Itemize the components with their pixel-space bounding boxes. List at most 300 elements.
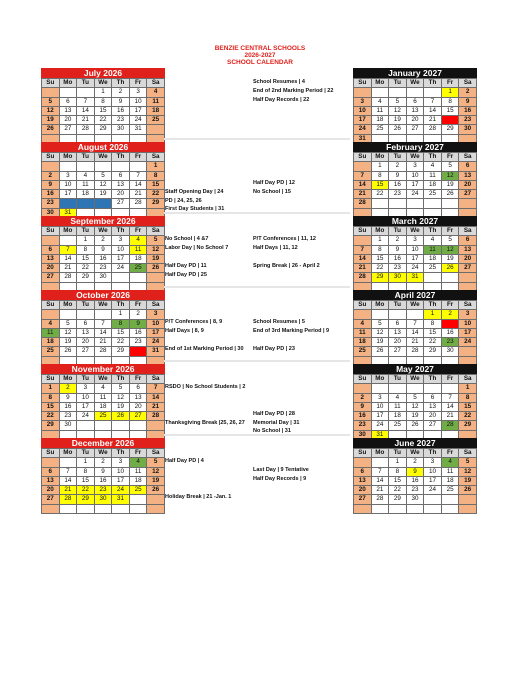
weekday-header: Su xyxy=(42,153,60,162)
day-cell: 19 xyxy=(371,338,389,347)
day-cell: 4 xyxy=(94,384,112,393)
empty-cell xyxy=(354,458,372,467)
day-cell: 5 xyxy=(147,458,165,467)
day-cell: 1 xyxy=(371,162,389,171)
event-note: Half Days | 8, 9 xyxy=(165,327,204,334)
day-cell: 17 xyxy=(354,116,372,125)
empty-cell xyxy=(59,236,77,245)
day-cell: 20 xyxy=(459,254,477,263)
day-cell: 7 xyxy=(354,245,372,254)
day-cell: 8 xyxy=(147,171,165,180)
day-cell: 28 xyxy=(59,273,77,282)
day-cell: 23 xyxy=(406,486,424,495)
day-cell: 13 xyxy=(354,476,372,485)
day-cell: 8 xyxy=(77,245,95,254)
weekday-header: Mo xyxy=(371,449,389,458)
month-calendar xyxy=(353,68,477,144)
day-cell: 15 xyxy=(77,476,95,485)
day-cell: 20 xyxy=(42,486,60,495)
day-cell: 2 xyxy=(94,458,112,467)
day-cell: 2 xyxy=(406,458,424,467)
day-cell: 6 xyxy=(59,97,77,106)
day-cell: 4 xyxy=(129,236,147,245)
weekday-header: Th xyxy=(112,375,130,384)
day-cell: 20 xyxy=(112,190,130,199)
day-cell: 18 xyxy=(441,476,459,485)
day-cell: 21 xyxy=(406,338,424,347)
day-cell: 26 xyxy=(112,412,130,421)
day-cell: 11 xyxy=(389,402,407,411)
weekday-header: Th xyxy=(424,449,442,458)
empty-cell xyxy=(42,236,60,245)
day-cell: 4 xyxy=(129,458,147,467)
day-cell: 13 xyxy=(459,171,477,180)
section-divider xyxy=(164,360,350,362)
day-cell: 2 xyxy=(94,236,112,245)
day-cell: 29 xyxy=(94,125,112,134)
empty-cell xyxy=(59,310,77,319)
empty-cell xyxy=(129,421,147,430)
weekday-header: Sa xyxy=(459,301,477,310)
empty-cell xyxy=(42,504,60,513)
day-cell: 13 xyxy=(77,328,95,337)
day-cell: 26 xyxy=(147,264,165,273)
day-cell: 3 xyxy=(112,236,130,245)
day-cell: 23 xyxy=(94,264,112,273)
day-cell: 6 xyxy=(406,97,424,106)
day-cell: 30 xyxy=(354,430,372,439)
empty-cell xyxy=(94,421,112,430)
day-cell: 8 xyxy=(371,245,389,254)
day-cell: 14 xyxy=(129,180,147,189)
day-cell: 7 xyxy=(147,384,165,393)
month-grid xyxy=(353,152,477,218)
day-cell: 24 xyxy=(424,486,442,495)
weekday-header: Th xyxy=(112,153,130,162)
day-cell: 23 xyxy=(42,199,60,208)
day-cell: 18 xyxy=(424,180,442,189)
day-cell: 11 xyxy=(147,97,165,106)
day-cell: 21 xyxy=(129,190,147,199)
event-note: Half Day PD | 23 xyxy=(253,345,295,352)
weekday-header: Mo xyxy=(371,227,389,236)
month-title: September 2026 xyxy=(41,216,165,226)
empty-cell xyxy=(441,273,459,282)
day-cell: 20 xyxy=(129,402,147,411)
weekday-header: Tu xyxy=(389,449,407,458)
day-cell: 10 xyxy=(129,97,147,106)
day-cell: 13 xyxy=(129,393,147,402)
weekday-header: We xyxy=(94,301,112,310)
empty-cell xyxy=(77,162,95,171)
weekday-header: Fr xyxy=(129,375,147,384)
day-cell: 6 xyxy=(354,467,372,476)
month-calendar xyxy=(41,68,165,144)
day-cell: 9 xyxy=(59,393,77,402)
day-cell: 9 xyxy=(94,245,112,254)
weekday-header: Th xyxy=(424,301,442,310)
day-cell: 4 xyxy=(77,171,95,180)
day-cell: 16 xyxy=(42,190,60,199)
month-grid xyxy=(353,78,477,144)
month-calendar xyxy=(353,438,477,514)
day-cell: 30 xyxy=(129,347,147,356)
empty-cell xyxy=(424,88,442,97)
weekday-header: Mo xyxy=(59,153,77,162)
month-calendar xyxy=(353,142,477,218)
day-cell: 22 xyxy=(112,338,130,347)
day-cell: 25 xyxy=(424,264,442,273)
day-cell: 5 xyxy=(406,393,424,402)
day-cell: 17 xyxy=(77,402,95,411)
day-cell: 20 xyxy=(42,264,60,273)
day-cell: 3 xyxy=(354,97,372,106)
day-cell: 15 xyxy=(371,180,389,189)
weekday-header: Fr xyxy=(441,301,459,310)
weekday-header: Su xyxy=(42,375,60,384)
section-divider xyxy=(164,286,350,288)
weekday-header: Tu xyxy=(389,153,407,162)
empty-cell xyxy=(371,310,389,319)
day-cell: 3 xyxy=(77,384,95,393)
day-cell: 2 xyxy=(112,88,130,97)
day-cell: 8 xyxy=(459,393,477,402)
weekday-header: We xyxy=(94,449,112,458)
empty-cell xyxy=(147,125,165,134)
day-cell: 11 xyxy=(371,106,389,115)
weekday-header: Fr xyxy=(441,375,459,384)
day-cell: 29 xyxy=(42,421,60,430)
month-calendar xyxy=(41,216,165,292)
day-cell: 28 xyxy=(129,199,147,208)
month-grid xyxy=(353,374,477,440)
weekday-header: Mo xyxy=(371,153,389,162)
day-cell: 12 xyxy=(42,106,60,115)
day-cell: 7 xyxy=(354,171,372,180)
empty-cell xyxy=(129,504,147,513)
day-cell: 31 xyxy=(129,125,147,134)
day-cell: 13 xyxy=(42,254,60,263)
weekday-header: Sa xyxy=(459,449,477,458)
month-calendar xyxy=(41,142,165,218)
day-cell: 3 xyxy=(371,393,389,402)
day-cell: 13 xyxy=(424,402,442,411)
weekday-header: Tu xyxy=(77,79,95,88)
day-cell: 21 xyxy=(354,190,372,199)
day-cell: 5 xyxy=(441,162,459,171)
school-name: BENZIE CENTRAL SCHOOLS xyxy=(214,45,306,52)
day-cell: 29 xyxy=(77,273,95,282)
day-cell: 14 xyxy=(94,328,112,337)
day-cell: 28 xyxy=(424,125,442,134)
empty-cell xyxy=(424,495,442,504)
weekday-header: Su xyxy=(42,79,60,88)
empty-cell xyxy=(129,162,147,171)
day-cell: 6 xyxy=(389,319,407,328)
day-cell: 28 xyxy=(354,273,372,282)
day-cell: 9 xyxy=(129,319,147,328)
day-cell: 10 xyxy=(459,319,477,328)
weekday-header: Th xyxy=(424,153,442,162)
day-cell: 5 xyxy=(459,458,477,467)
event-note: Thanksgiving Break |25, 26, 27 xyxy=(165,419,245,426)
day-cell: 28 xyxy=(94,347,112,356)
day-cell: 27 xyxy=(77,347,95,356)
day-cell: 16 xyxy=(59,402,77,411)
day-cell: 10 xyxy=(147,319,165,328)
month-title: October 2026 xyxy=(41,290,165,300)
weekday-header: Fr xyxy=(129,153,147,162)
day-cell: 27 xyxy=(42,495,60,504)
month-calendar xyxy=(41,290,165,366)
section-divider xyxy=(164,138,350,140)
day-cell: 12 xyxy=(94,180,112,189)
day-cell: 12 xyxy=(441,245,459,254)
day-cell: 22 xyxy=(441,116,459,125)
month-grid xyxy=(41,448,165,514)
day-cell: 28 xyxy=(441,421,459,430)
day-cell: 26 xyxy=(389,125,407,134)
school-year: 2026-2027 xyxy=(244,52,276,59)
weekday-header: Sa xyxy=(147,79,165,88)
month-title: April 2027 xyxy=(353,290,477,300)
day-cell: 15 xyxy=(424,328,442,337)
day-cell: 30 xyxy=(459,125,477,134)
day-cell: 8 xyxy=(441,97,459,106)
day-cell: 25 xyxy=(147,116,165,125)
day-cell: 6 xyxy=(129,384,147,393)
day-cell: 21 xyxy=(59,486,77,495)
day-cell: 9 xyxy=(112,97,130,106)
day-cell: 24 xyxy=(406,190,424,199)
day-cell: 30 xyxy=(59,421,77,430)
day-cell: 14 xyxy=(147,393,165,402)
empty-cell xyxy=(59,504,77,513)
weekday-header: Fr xyxy=(441,449,459,458)
day-cell: 24 xyxy=(406,264,424,273)
weekday-header: Sa xyxy=(147,301,165,310)
day-cell: 10 xyxy=(424,467,442,476)
weekday-header: We xyxy=(94,227,112,236)
day-cell: 23 xyxy=(441,338,459,347)
day-cell: 30 xyxy=(112,125,130,134)
day-cell: 30 xyxy=(94,273,112,282)
day-cell: 13 xyxy=(389,328,407,337)
day-cell: 22 xyxy=(42,412,60,421)
day-cell: 12 xyxy=(406,402,424,411)
weekday-header: We xyxy=(406,153,424,162)
event-note: No School | 15 xyxy=(253,188,291,195)
event-note: PD | 24, 25, 26 xyxy=(165,197,202,204)
weekday-header: We xyxy=(406,79,424,88)
month-title: July 2026 xyxy=(41,68,165,78)
empty-cell xyxy=(354,504,372,513)
day-cell: 5 xyxy=(94,171,112,180)
event-note: Spring Break | 26 - April 2 xyxy=(253,262,320,269)
day-cell: 20 xyxy=(389,338,407,347)
day-cell: 27 xyxy=(459,264,477,273)
day-cell: 15 xyxy=(459,402,477,411)
day-cell: 13 xyxy=(459,245,477,254)
empty-cell xyxy=(59,458,77,467)
day-cell: 19 xyxy=(147,476,165,485)
day-cell: 27 xyxy=(354,495,372,504)
empty-cell xyxy=(42,310,60,319)
day-cell: 26 xyxy=(94,199,112,208)
day-cell: 17 xyxy=(59,190,77,199)
day-cell: 26 xyxy=(441,190,459,199)
day-cell: 28 xyxy=(77,125,95,134)
day-cell: 14 xyxy=(406,328,424,337)
weekday-header: Mo xyxy=(59,375,77,384)
empty-cell xyxy=(94,162,112,171)
day-cell: 25 xyxy=(389,421,407,430)
day-cell: 12 xyxy=(389,106,407,115)
day-cell: 25 xyxy=(94,412,112,421)
empty-cell xyxy=(389,88,407,97)
weekday-header: Su xyxy=(354,227,372,236)
day-cell: 6 xyxy=(42,467,60,476)
day-cell: 23 xyxy=(112,116,130,125)
event-note: Half Day PD | 25 xyxy=(165,271,207,278)
empty-cell xyxy=(354,162,372,171)
day-cell: 17 xyxy=(459,328,477,337)
day-cell: 27 xyxy=(406,125,424,134)
weekday-header: Th xyxy=(112,227,130,236)
day-cell: 1 xyxy=(94,88,112,97)
day-cell: 28 xyxy=(406,347,424,356)
month-title: January 2027 xyxy=(353,68,477,78)
day-cell: 25 xyxy=(129,486,147,495)
day-cell: 18 xyxy=(129,254,147,263)
empty-cell xyxy=(59,88,77,97)
day-cell: 26 xyxy=(406,421,424,430)
day-cell: 25 xyxy=(77,199,95,208)
empty-cell xyxy=(424,273,442,282)
day-cell: 15 xyxy=(147,180,165,189)
day-cell: 20 xyxy=(77,338,95,347)
day-cell: 15 xyxy=(112,328,130,337)
day-cell: 23 xyxy=(94,486,112,495)
day-cell: 22 xyxy=(371,264,389,273)
month-grid xyxy=(353,300,477,366)
day-cell: 7 xyxy=(59,245,77,254)
weekday-header: Tu xyxy=(77,375,95,384)
day-cell: 5 xyxy=(147,236,165,245)
event-note: Half Day PD | 11 xyxy=(165,262,207,269)
empty-cell xyxy=(112,162,130,171)
day-cell: 9 xyxy=(389,245,407,254)
month-grid xyxy=(41,300,165,366)
day-cell: 6 xyxy=(424,393,442,402)
empty-cell xyxy=(441,504,459,513)
day-cell: 24 xyxy=(59,199,77,208)
month-title: June 2027 xyxy=(353,438,477,448)
weekday-header: Mo xyxy=(59,301,77,310)
day-cell: 3 xyxy=(112,458,130,467)
day-cell: 11 xyxy=(77,180,95,189)
empty-cell xyxy=(371,199,389,208)
event-note: Half Day PD | 12 xyxy=(253,179,295,186)
day-cell: 19 xyxy=(147,254,165,263)
day-cell: 10 xyxy=(406,245,424,254)
event-note: Staff Opening Day | 24 xyxy=(165,188,224,195)
day-cell: 25 xyxy=(354,347,372,356)
day-cell: 13 xyxy=(406,106,424,115)
day-cell: 1 xyxy=(42,384,60,393)
weekday-header: Sa xyxy=(459,227,477,236)
day-cell: 15 xyxy=(42,402,60,411)
empty-cell xyxy=(406,88,424,97)
weekday-header: Su xyxy=(354,153,372,162)
weekday-header: We xyxy=(406,227,424,236)
day-cell: 8 xyxy=(112,319,130,328)
month-grid xyxy=(41,78,165,144)
day-cell: 25 xyxy=(424,190,442,199)
event-note: Half Days | 11, 12 xyxy=(253,244,298,251)
day-cell: 17 xyxy=(371,412,389,421)
day-cell: 2 xyxy=(42,171,60,180)
day-cell: 17 xyxy=(406,180,424,189)
day-cell: 4 xyxy=(424,162,442,171)
day-cell: 3 xyxy=(129,88,147,97)
day-cell: 1 xyxy=(441,88,459,97)
day-cell: 3 xyxy=(406,236,424,245)
day-cell: 15 xyxy=(371,254,389,263)
event-note: School Resumes | 5 xyxy=(253,318,305,325)
day-cell: 11 xyxy=(354,328,372,337)
day-cell: 14 xyxy=(441,402,459,411)
day-cell: 11 xyxy=(94,393,112,402)
day-cell: 30 xyxy=(441,347,459,356)
weekday-header: Fr xyxy=(129,449,147,458)
weekday-header: We xyxy=(406,449,424,458)
day-cell: 12 xyxy=(459,467,477,476)
day-cell: 16 xyxy=(354,412,372,421)
month-grid xyxy=(353,448,477,514)
day-cell: 6 xyxy=(42,245,60,254)
day-cell: 2 xyxy=(354,393,372,402)
day-cell: 11 xyxy=(129,245,147,254)
day-cell: 1 xyxy=(371,236,389,245)
day-cell: 14 xyxy=(371,476,389,485)
day-cell: 2 xyxy=(389,162,407,171)
weekday-header: Sa xyxy=(147,153,165,162)
empty-cell xyxy=(424,384,442,393)
day-cell: 10 xyxy=(371,402,389,411)
day-cell: 26 xyxy=(42,125,60,134)
weekday-header: Tu xyxy=(389,227,407,236)
day-cell: 19 xyxy=(459,476,477,485)
event-note: Memorial Day | 31 xyxy=(253,419,300,426)
day-cell: 4 xyxy=(424,236,442,245)
day-cell: 4 xyxy=(441,458,459,467)
day-cell: 28 xyxy=(147,412,165,421)
weekday-header: Sa xyxy=(147,375,165,384)
day-cell: 20 xyxy=(406,116,424,125)
day-cell: 27 xyxy=(112,199,130,208)
calendar-title: SCHOOL CALENDAR xyxy=(227,59,293,66)
weekday-header: Mo xyxy=(371,79,389,88)
month-grid xyxy=(41,374,165,440)
weekday-header: Su xyxy=(354,301,372,310)
day-cell: 6 xyxy=(459,162,477,171)
empty-cell xyxy=(42,162,60,171)
day-cell: 2 xyxy=(129,310,147,319)
month-calendar xyxy=(353,216,477,292)
weekday-header: Mo xyxy=(371,301,389,310)
empty-cell xyxy=(77,88,95,97)
